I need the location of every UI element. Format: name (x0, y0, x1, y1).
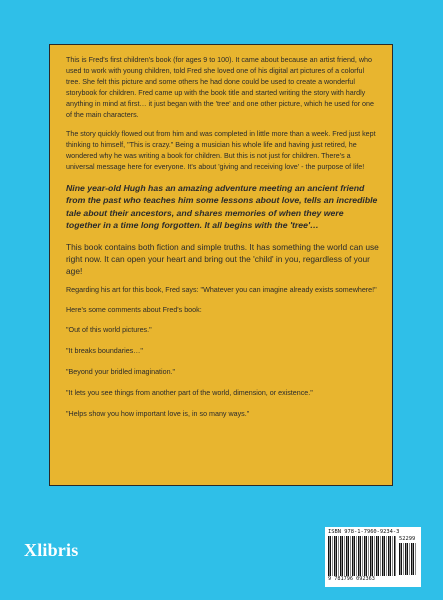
comment-quote: "Beyond your bridled imagination." (66, 367, 176, 376)
comment-quote: "It lets you see things from another part of the world, dimension, or existence." (66, 388, 313, 397)
paragraph-origin: This is Fred's first children's book (for ages 9 to 100). It came about because an artist friend, who used to work with young children, told Fred she loved one of his digital art pictures of a colorful tree. She felt this picture and some others he had done could be used to create a wonderful storybook for children. Fred came up with the book title and started writing the story with hardly anything in mind at first… it just began with the 'tree' and one other picture, which he used for one of the main characters. (66, 56, 374, 119)
comment-quote: "It breaks boundaries…" (66, 347, 143, 356)
paragraph-art-quote: Regarding his art for this book, Fred says: "Whatever you can imagine already exists somewhere!" (66, 286, 377, 295)
price-barcode-bars (399, 543, 417, 575)
paragraph-truths: This book contains both fiction and simple truths. It has something the world can use right now. It can open your heart and bring out the 'child' in you, regardless of your age! (66, 241, 379, 277)
price-code: 52299 (399, 536, 416, 542)
comment-quote: "Out of this world pictures." (66, 326, 152, 335)
barcode-bars (328, 536, 396, 576)
barcode-number: 9 781796 092363 (328, 576, 375, 582)
paragraph-synopsis: Nine year-old Hugh has an amazing adventure meeting an ancient friend from the past who teaches him some lessons about love, tells an incredible tale about their ancestors, and shares memories of when they were together in a time long forgotten. It all begins with the 'tree'… (66, 183, 378, 231)
isbn-barcode (325, 527, 421, 587)
comment-quote: "Helps show you how important love is, in so many ways." (66, 409, 250, 418)
paragraph-comments-intro: Here's some comments about Fred's book: (66, 306, 202, 315)
paragraph-writing: The story quickly flowed out from him and was completed in little more than a week. Fred just kept thinking to himself, "This is crazy." Being a musician his whole life and having just retired, he wondered why he was writing a book for children. But this is not just for children. There's a universal message here for everyone. It's about 'giving and receiving love' - the purpose of life! (66, 130, 376, 172)
description-panel (49, 44, 393, 486)
isbn-label: ISBN 978-1-7960-9234-3 (328, 529, 400, 535)
publisher-logo: Xlibris (24, 540, 79, 560)
